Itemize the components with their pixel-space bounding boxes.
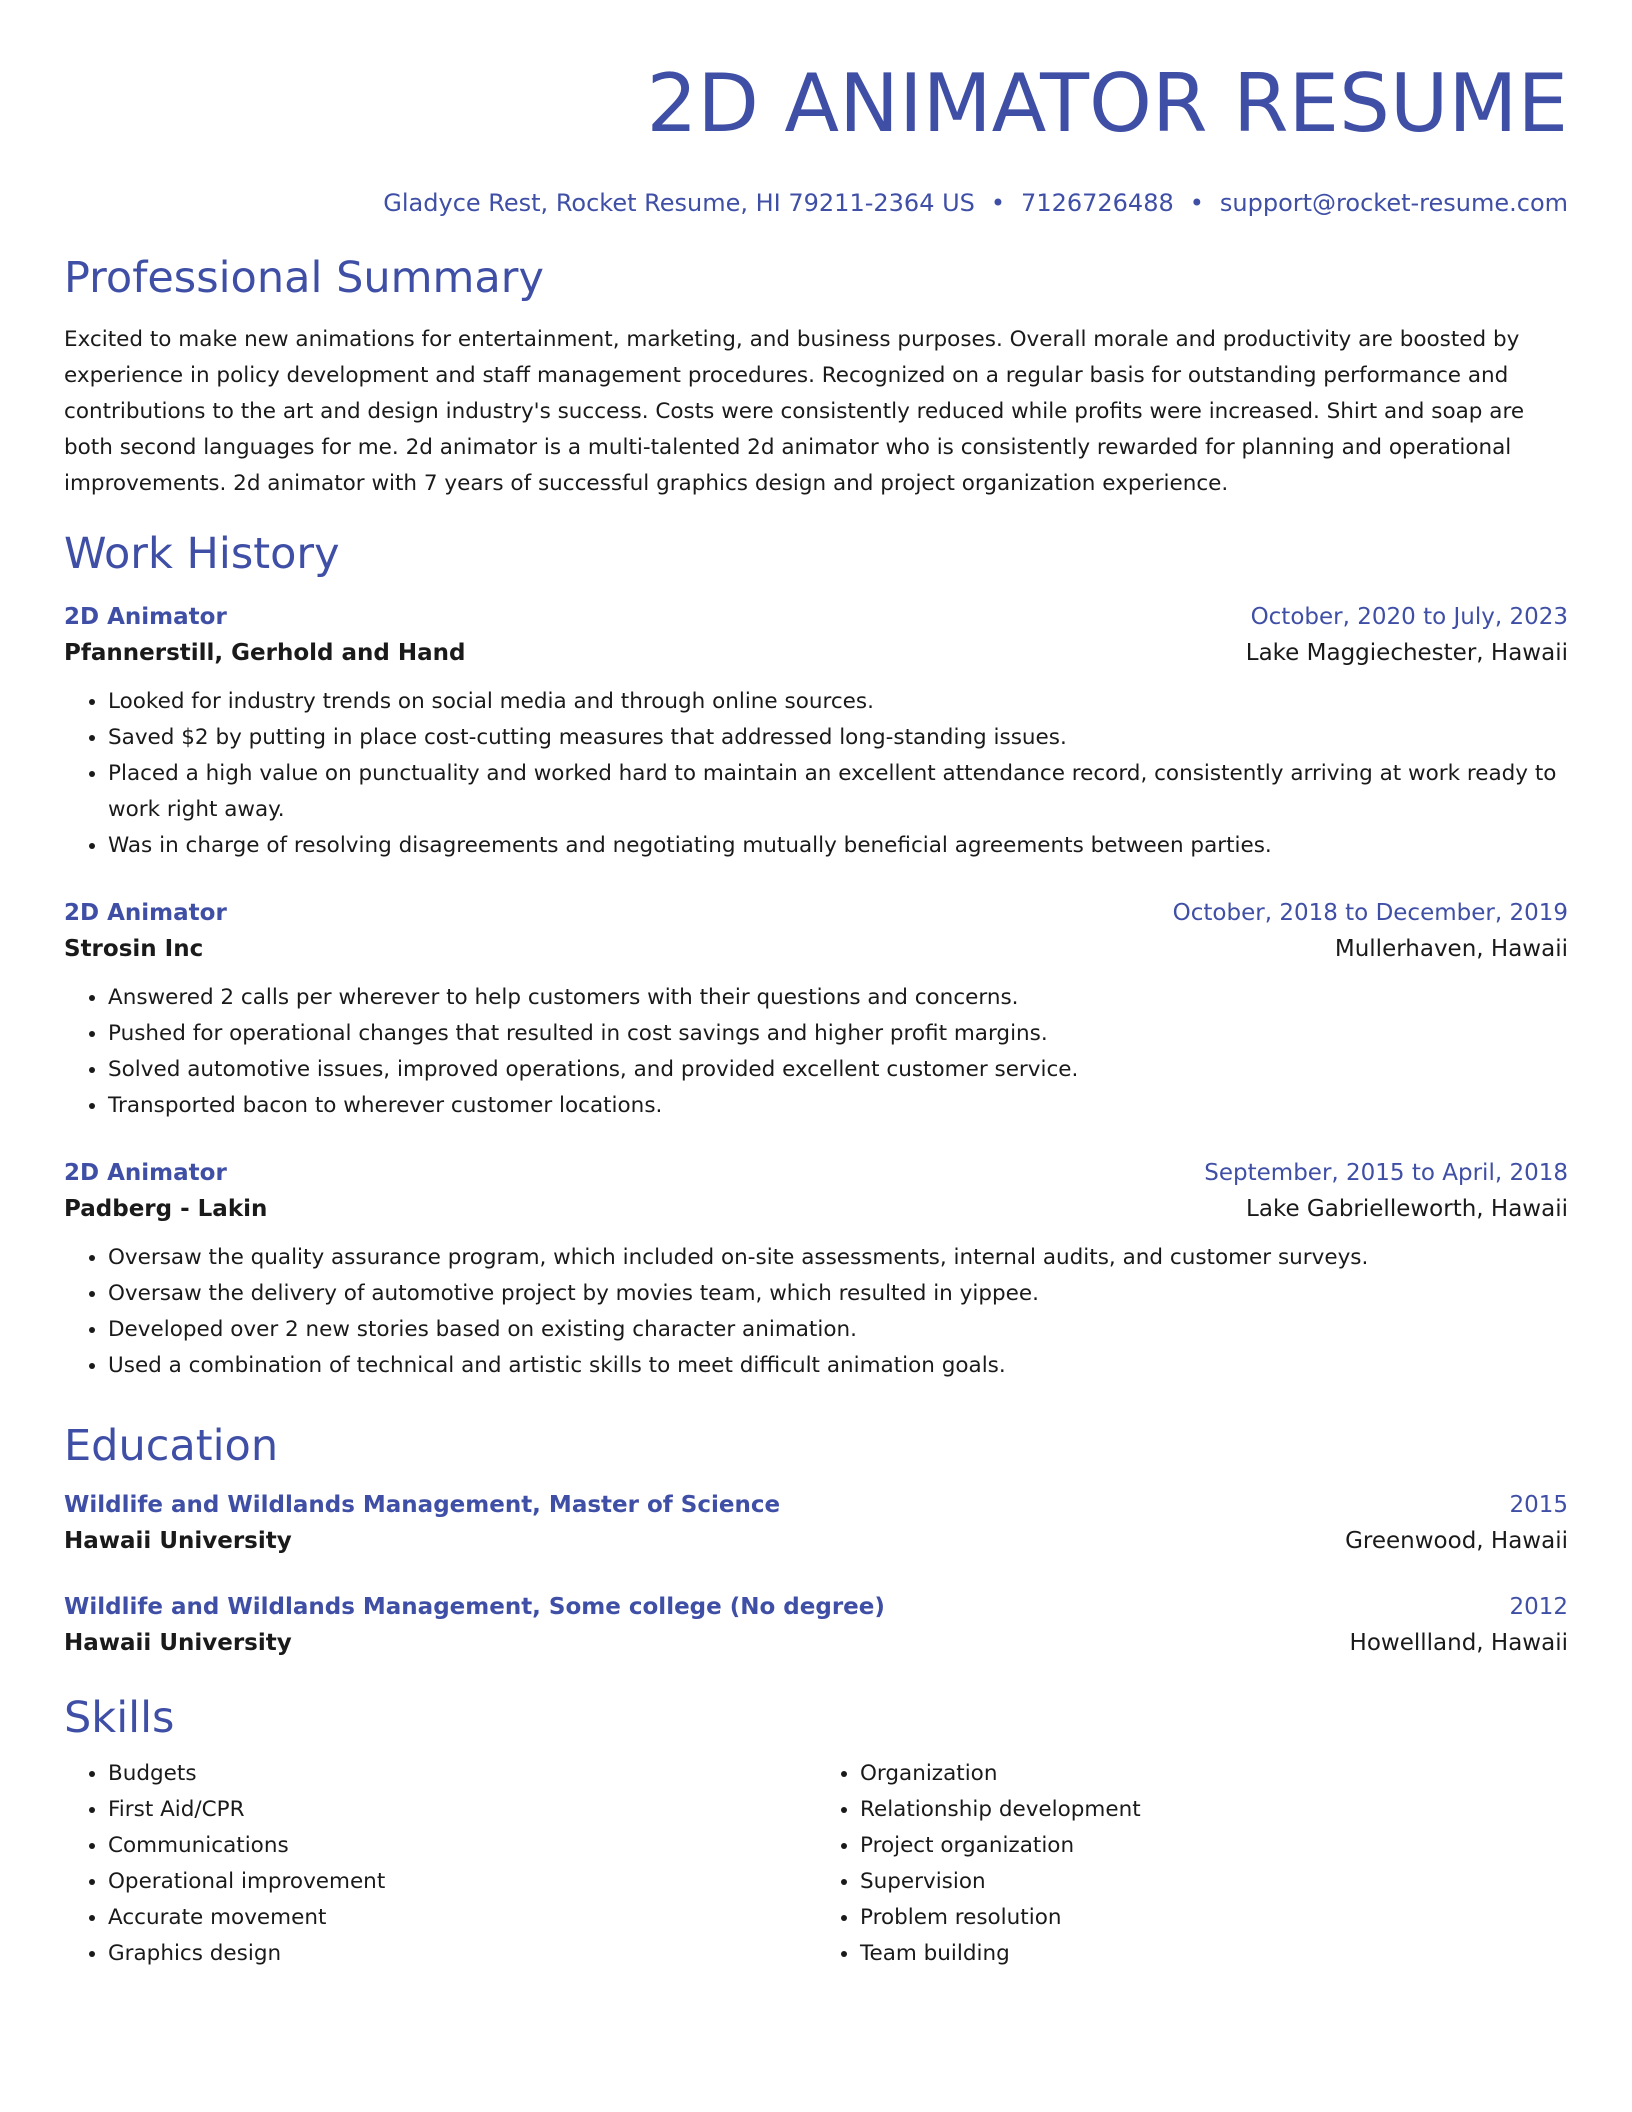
job-location: Lake Gabrielleworth, Hawaii bbox=[1246, 1196, 1568, 1222]
job-location: Lake Maggiechester, Hawaii bbox=[1245, 640, 1568, 666]
job-company: Strosin Inc bbox=[64, 936, 204, 962]
skills-section bbox=[64, 1692, 1568, 1972]
education-heading: Education bbox=[64, 1421, 279, 1471]
education-year: 2012 bbox=[1509, 1594, 1568, 1620]
skill-item: • Project organization bbox=[860, 1828, 1568, 1864]
job-bullet: • Placed a high value on punctuality and worked hard to maintain an excellent attendance record, consistently arriving at work ready to work right away. bbox=[108, 756, 1568, 828]
skill-item: • Relationship development bbox=[860, 1792, 1568, 1828]
job-entry bbox=[64, 1156, 1568, 1384]
skill-item: • Supervision bbox=[860, 1864, 1568, 1900]
job-company: Padberg - Lakin bbox=[64, 1196, 268, 1222]
contact-phone: 7126726488 bbox=[1021, 189, 1174, 217]
contact-separator: • bbox=[990, 189, 1006, 217]
education-entry bbox=[64, 1590, 1568, 1662]
education-location: Howellland, Hawaii bbox=[1349, 1630, 1568, 1656]
education-school: Hawaii University bbox=[64, 1528, 292, 1554]
resume-title: 2D ANIMATOR RESUME bbox=[646, 57, 1568, 150]
job-bullet: • Developed over 2 new stories based on existing character animation. bbox=[108, 1312, 1568, 1348]
education-degree: Wildlife and Wildlands Management, Master of Science bbox=[64, 1492, 781, 1518]
job-entry bbox=[64, 896, 1568, 1124]
job-bullet: • Transported bacon to wherever customer locations. bbox=[108, 1088, 1568, 1124]
job-dates: September, 2015 to April, 2018 bbox=[1204, 1160, 1568, 1186]
education-location: Greenwood, Hawaii bbox=[1345, 1528, 1568, 1554]
contact-separator: • bbox=[1189, 189, 1204, 217]
job-dates: October, 2018 to December, 2019 bbox=[1172, 900, 1568, 926]
job-company: Pfannerstill, Gerhold and Hand bbox=[64, 640, 466, 666]
job-title: 2D Animator bbox=[64, 604, 227, 630]
job-bullet: • Oversaw the delivery of automotive project by movies team, which resulted in yippee. bbox=[108, 1276, 1568, 1312]
education-section bbox=[64, 1420, 1568, 1662]
education-school: Hawaii University bbox=[64, 1630, 292, 1656]
contact-line bbox=[64, 188, 1568, 218]
job-title: 2D Animator bbox=[64, 900, 227, 926]
job-dates: October, 2020 to July, 2023 bbox=[1250, 604, 1568, 630]
job-bullet: • Pushed for operational changes that resulted in cost savings and higher profit margins. bbox=[108, 1016, 1568, 1052]
skills-heading: Skills bbox=[64, 1693, 175, 1743]
job-location: Mullerhaven, Hawaii bbox=[1334, 936, 1568, 962]
job-title: 2D Animator bbox=[64, 1160, 227, 1186]
job-bullet: • Answered 2 calls per wherever to help customers with their questions and concerns. bbox=[108, 980, 1568, 1016]
skill-item: • Accurate movement bbox=[108, 1900, 816, 1936]
skills-list-right bbox=[816, 1756, 1568, 1972]
contact-address: Gladyce Rest, Rocket Resume, HI 79211-2364 US bbox=[383, 189, 975, 217]
skills-columns bbox=[64, 1756, 1568, 1972]
job-bullets bbox=[64, 980, 1568, 1124]
contact-email[interactable]: support@rocket-resume.com bbox=[1219, 189, 1568, 217]
education-degree: Wildlife and Wildlands Management, Some college (No degree) bbox=[64, 1594, 885, 1620]
skills-list-left bbox=[64, 1756, 816, 1972]
summary-text: Excited to make new animations for entertainment, marketing, and business purposes. Overall morale and productivity are boosted by experience in policy development and staff management procedures. Recognized on a regular basis for outstanding performance and contributions to the art and design industry's success. Costs were consistently reduced while profits were increased. Shirt and soap are both second languages for me. 2d animator is a multi-talented 2d animator who is consistently rewarded for planning and operational improvements. 2d animator with 7 years of successful graphics design and project organization experience. bbox=[64, 327, 1525, 496]
job-bullet: • Oversaw the quality assurance program, which included on-site assessments, internal audits, and customer surveys. bbox=[108, 1240, 1568, 1276]
job-bullet: • Saved $2 by putting in place cost-cutting measures that addressed long-standing issues. bbox=[108, 720, 1568, 756]
work-history-section bbox=[64, 528, 1568, 1384]
work-history-heading: Work History bbox=[64, 529, 340, 579]
job-bullet: • Was in charge of resolving disagreements and negotiating mutually beneficial agreements between parties. bbox=[108, 828, 1568, 864]
skill-item: • Problem resolution bbox=[860, 1900, 1568, 1936]
job-bullet: • Used a combination of technical and artistic skills to meet difficult animation goals. bbox=[108, 1348, 1568, 1384]
skill-item: • Budgets bbox=[108, 1756, 816, 1792]
skill-item: • Graphics design bbox=[108, 1936, 816, 1972]
job-entry bbox=[64, 600, 1568, 864]
summary-heading: Professional Summary bbox=[64, 253, 544, 303]
skill-item: • Team building bbox=[860, 1936, 1568, 1972]
job-bullets bbox=[64, 684, 1568, 864]
job-bullets bbox=[64, 1240, 1568, 1384]
education-entry bbox=[64, 1488, 1568, 1560]
skill-item: • Organization bbox=[860, 1756, 1568, 1792]
skill-item: • Operational improvement bbox=[108, 1864, 816, 1900]
summary-section bbox=[64, 252, 1568, 502]
skill-item: • First Aid/CPR bbox=[108, 1792, 816, 1828]
job-bullet: • Looked for industry trends on social media and through online sources. bbox=[108, 684, 1568, 720]
skill-item: • Communications bbox=[108, 1828, 816, 1864]
education-year: 2015 bbox=[1509, 1492, 1568, 1518]
resume-header bbox=[64, 0, 1568, 218]
job-bullet: • Solved automotive issues, improved operations, and provided excellent customer service. bbox=[108, 1052, 1568, 1088]
